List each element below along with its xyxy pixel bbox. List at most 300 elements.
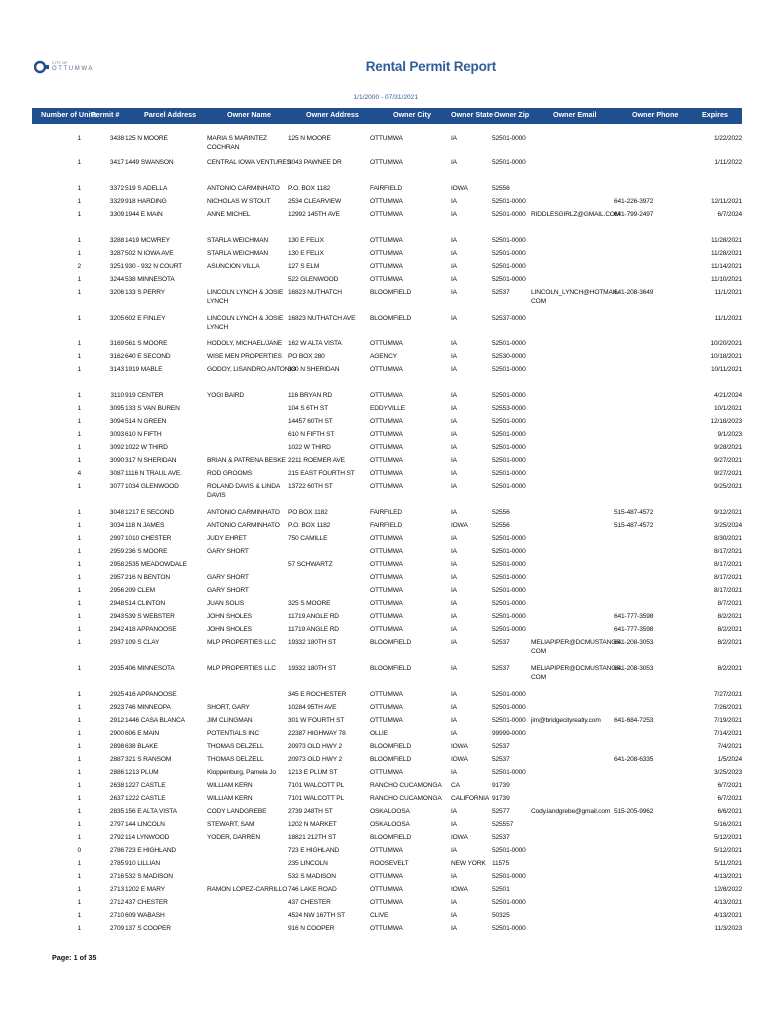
cell-owner-address: 723 E HIGHLAND xyxy=(288,847,340,854)
cell-parcel-address: 1919 MABLE xyxy=(125,366,163,373)
cell-owner-address: 3043 PAWNEE DR xyxy=(288,159,342,166)
cell-expires: 8/17/2021 xyxy=(714,548,742,555)
cell-expires: 10/1/2021 xyxy=(714,405,742,412)
cell-parcel-address: 918 HARDING xyxy=(125,198,167,205)
cell-parcel-address: 1022 W THIRD xyxy=(125,444,168,451)
cell-owner-address: 125 N MOORE xyxy=(288,135,331,142)
header-parcel: Parcel Address xyxy=(144,110,197,119)
cell-expires: 4/13/2021 xyxy=(714,899,742,906)
cell-units: 1 xyxy=(77,431,81,438)
cell-permit: 2785 xyxy=(109,860,124,867)
cell-owner-state: IA xyxy=(451,561,457,568)
cell-units: 1 xyxy=(77,821,81,828)
cell-owner-address: 116 BRYAN RD xyxy=(288,392,333,399)
cell-permit: 2797 xyxy=(109,821,124,828)
cell-parcel-address: 640 E SECOND xyxy=(125,353,171,360)
cell-expires: 8/17/2021 xyxy=(714,587,742,594)
cell-expires: 12/11/2021 xyxy=(710,198,742,205)
cell-owner-phone: 515-205-9962 xyxy=(614,808,654,815)
cell-permit: 3206 xyxy=(109,289,124,296)
cell-permit: 2712 xyxy=(109,899,124,906)
cell-permit: 3205 xyxy=(109,315,124,322)
cell-owner-address: 2739 248TH ST xyxy=(288,808,333,815)
cell-units: 1 xyxy=(77,250,81,257)
cell-owner-city: OTTUMWA xyxy=(370,198,403,205)
cell-owner-address: 522 GLENWOOD xyxy=(288,276,339,283)
cell-units: 1 xyxy=(77,886,81,893)
cell-owner-state: IOWA xyxy=(451,185,468,192)
cell-owner-zip: 52501-0000 xyxy=(492,457,526,464)
cell-permit: 3438 xyxy=(109,135,124,142)
cell-owner-state: IA xyxy=(451,574,457,581)
cell-owner-zip: 99999-0000 xyxy=(492,730,526,737)
cell-permit: 2710 xyxy=(109,912,124,919)
cell-parcel-address: 919 CENTER xyxy=(125,392,164,399)
cell-permit: 2835 xyxy=(109,808,124,815)
cell-owner-state: IA xyxy=(451,483,457,490)
cell-owner-state: IA xyxy=(451,873,457,880)
cell-owner-address: 57 SCHWARTZ xyxy=(288,561,333,568)
cell-units: 1 xyxy=(77,717,81,724)
cell-expires: 5/11/2021 xyxy=(714,860,742,867)
cell-owner-state: IOWA xyxy=(451,834,468,841)
cell-units: 1 xyxy=(77,782,81,789)
cell-units: 1 xyxy=(77,704,81,711)
header-owner: Owner Name xyxy=(227,110,271,119)
cell-owner-state: IA xyxy=(451,250,457,257)
cell-units: 1 xyxy=(77,405,81,412)
cell-units: 1 xyxy=(77,483,81,490)
cell-owner-name: THOMAS DELZELL xyxy=(207,743,264,750)
cell-expires: 4/21/2024 xyxy=(714,392,742,399)
cell-owner-address: 532 S MADISON xyxy=(288,873,336,880)
cell-units: 1 xyxy=(77,535,81,542)
cell-units: 1 xyxy=(77,340,81,347)
cell-owner-address: 7101 WALCOTT PL xyxy=(288,782,345,789)
cell-parcel-address: 602 E FINLEY xyxy=(125,315,166,322)
cell-owner-address: PO BOX 280 xyxy=(288,353,325,360)
cell-expires: 6/7/2021 xyxy=(717,782,742,789)
cell-owner-name: GARY SHORT xyxy=(207,587,249,594)
cell-expires: 8/2/2021 xyxy=(717,626,742,633)
cell-expires: 6/7/2024 xyxy=(717,211,742,218)
cell-expires: 11/3/2023 xyxy=(714,925,742,932)
cell-permit: 3034 xyxy=(109,522,124,529)
cell-owner-city: OTTUMWA xyxy=(370,717,403,724)
cell-owner-state: IA xyxy=(451,366,457,373)
cell-units: 1 xyxy=(77,600,81,607)
cell-permit: 3288 xyxy=(109,237,124,244)
header-units: Number of Units xyxy=(41,110,97,119)
cell-owner-state: IA xyxy=(451,444,457,451)
cell-parcel-address: 538 MINNESOTA xyxy=(125,276,175,283)
cell-owner-zip: 52537 xyxy=(492,639,510,646)
cell-permit: 3251 xyxy=(109,263,124,270)
cell-units: 2 xyxy=(77,263,81,270)
cell-permit: 2937 xyxy=(109,639,124,646)
cell-owner-address: 750 CAMILLE xyxy=(288,535,328,542)
cell-expires: 8/7/2021 xyxy=(717,600,742,607)
cell-owner-address: 345 E ROCHESTER xyxy=(288,691,347,698)
cell-owner-name: THOMAS DELZELL xyxy=(207,756,264,763)
cell-owner-zip: 52501-0000 xyxy=(492,276,526,283)
cell-owner-address: 13722 60TH ST xyxy=(288,483,333,490)
cell-owner-address: 330 N SHERIDAN xyxy=(288,366,340,373)
cell-owner-name: YODER, DARREN xyxy=(207,834,261,841)
cell-owner-zip: 52501-0000 xyxy=(492,392,526,399)
cell-owner-zip: 52501-0000 xyxy=(492,470,526,477)
cell-owner-name: WISE MEN PROPERTIES xyxy=(207,353,282,360)
cell-units: 1 xyxy=(77,626,81,633)
cell-parcel-address: 114 LYNWOOD xyxy=(125,834,170,841)
cell-owner-state: IA xyxy=(451,340,457,347)
cell-expires: 12/8/2022 xyxy=(714,886,742,893)
cell-owner-phone: 641-208-6335 xyxy=(614,756,654,763)
cell-parcel-address: 406 MINNESOTA xyxy=(125,665,175,672)
cell-owner-state: IA xyxy=(451,289,457,296)
cell-owner-city: OTTUMWA xyxy=(370,276,403,283)
cell-owner-city: OTTUMWA xyxy=(370,340,403,347)
cell-expires: 7/14/2021 xyxy=(714,730,742,737)
cell-expires: 9/28/2021 xyxy=(714,444,742,451)
cell-owner-zip: 52501-0000 xyxy=(492,587,526,594)
cell-owner-address: 16823 NUTHATCH AVE xyxy=(288,315,356,322)
cell-owner-city: OTTUMWA xyxy=(370,613,403,620)
cell-owner-city: OTTUMWA xyxy=(370,483,403,490)
cell-owner-city: OTTUMWA xyxy=(370,366,403,373)
cell-parcel-address: 746 MINNEOPA xyxy=(125,704,171,711)
cell-owner-city: OTTUMWA xyxy=(370,431,403,438)
header-address: Owner Address xyxy=(306,110,359,119)
cell-owner-name: MLP PROPERTIES LLC xyxy=(207,639,276,646)
cell-owner-address: 610 N FIFTH ST xyxy=(288,431,335,438)
cell-parcel-address: 137 S COOPER xyxy=(125,925,171,932)
header-zip: Owner Zip xyxy=(494,110,530,119)
cell-parcel-address: 539 S WEBSTER xyxy=(125,613,175,620)
cell-parcel-address: 1419 MCWREY xyxy=(125,237,170,244)
cell-units: 1 xyxy=(77,912,81,919)
cell-owner-address: P.O. BOX 1182 xyxy=(288,185,331,192)
cell-parcel-address: 514 CLINTON xyxy=(125,600,166,607)
cell-parcel-address: 561 S MOORE xyxy=(125,340,168,347)
page-footer: Page: 1 of 35 xyxy=(52,953,97,962)
cell-owner-city: OTTUMWA xyxy=(370,691,403,698)
cell-owner-city: OTTUMWA xyxy=(370,470,403,477)
cell-permit: 3077 xyxy=(109,483,124,490)
cell-permit: 2713 xyxy=(109,886,124,893)
cell-permit: 3287 xyxy=(109,250,124,257)
cell-owner-state: IA xyxy=(451,600,457,607)
cell-owner-zip: 52501-0000 xyxy=(492,237,526,244)
cell-owner-name: YOGI BAIRD xyxy=(207,392,244,399)
cell-owner-city: FAIRFIELD xyxy=(370,185,402,192)
cell-owner-city: FAIRFILED xyxy=(370,509,402,516)
cell-owner-address: 746 LAKE ROAD xyxy=(288,886,337,893)
cell-owner-address: 301 W FOURTH ST xyxy=(288,717,345,724)
header-state: Owner State xyxy=(451,110,493,119)
cell-owner-zip: 52530-0000 xyxy=(492,353,526,360)
cell-owner-name: ANTONIO CARMINHATO xyxy=(207,509,280,516)
cell-owner-zip: 52501-0000 xyxy=(492,613,526,620)
cell-expires: 10/11/2021 xyxy=(710,366,742,373)
cell-owner-city: OTTUMWA xyxy=(370,237,403,244)
cell-owner-zip: 52501-0000 xyxy=(492,444,526,451)
cell-owner-address: 20973 OLD HWY 2 xyxy=(288,756,343,763)
cell-owner-zip: 52501-0000 xyxy=(492,548,526,555)
cell-owner-phone: 641-799-2497 xyxy=(614,211,654,218)
cell-owner-zip: 52501-0000 xyxy=(492,561,526,568)
cell-owner-state: IA xyxy=(451,418,457,425)
cell-owner-state: IA xyxy=(451,899,457,906)
cell-owner-address: 19332 180TH ST xyxy=(288,639,337,646)
cell-parcel-address: 133 S VAN BUREN xyxy=(125,405,180,412)
cell-expires: 8/2/2021 xyxy=(717,613,742,620)
cell-owner-city: BLOOMFIELD xyxy=(370,834,412,841)
cell-owner-email: MELIAPIPER@DCMUSTANGS. xyxy=(531,639,623,646)
cell-owner-zip: 52501-0000 xyxy=(492,159,526,166)
cell-permit: 3093 xyxy=(109,431,124,438)
cell-owner-zip: 52501-0000 xyxy=(492,704,526,711)
cell-owner-phone: 641-208-3053 xyxy=(614,665,654,672)
cell-owner-phone: 641-777-3598 xyxy=(614,613,654,620)
cell-owner-zip: 52537-0000 xyxy=(492,315,526,322)
city-logo xyxy=(34,60,104,78)
cell-owner-state: IA xyxy=(451,613,457,620)
cell-expires: 12/18/2023 xyxy=(710,418,742,425)
header-permit: Permit # xyxy=(91,110,120,119)
cell-owner-state: IA xyxy=(451,353,457,360)
cell-units: 1 xyxy=(77,730,81,737)
cell-owner-zip: 52501-0000 xyxy=(492,847,526,854)
cell-owner-name-cont: LYNCH xyxy=(207,298,229,305)
cell-expires: 8/2/2021 xyxy=(717,665,742,672)
cell-permit: 3087 xyxy=(109,470,124,477)
cell-owner-name: LINCOLN LYNCH & JOSIE xyxy=(207,315,284,322)
cell-owner-address: 2211 ROEMER AVE xyxy=(288,457,345,464)
cell-permit: 2898 xyxy=(109,743,124,750)
cell-owner-address: 14457 60TH ST xyxy=(288,418,333,425)
cell-owner-city: ROOSEVELT xyxy=(370,860,409,867)
cell-owner-city: OTTUMWA xyxy=(370,873,403,880)
cell-owner-city: BLOOMFIELD xyxy=(370,756,412,763)
cell-owner-state: IA xyxy=(451,912,457,919)
cell-owner-zip: 52501-0000 xyxy=(492,418,526,425)
cell-owner-address: 1202 N MARKET xyxy=(288,821,337,828)
cell-owner-city: RANCHO CUCAMONGA xyxy=(370,795,442,802)
cell-owner-name: POTENTIALS INC xyxy=(207,730,260,737)
cell-parcel-address: 910 LILLIAN xyxy=(125,860,161,867)
cell-owner-zip: 52537 xyxy=(492,756,510,763)
cell-units: 1 xyxy=(77,795,81,802)
cell-units: 1 xyxy=(77,444,81,451)
cell-owner-address: 11719 ANGLE RD xyxy=(288,613,339,620)
cell-units: 1 xyxy=(77,366,81,373)
cell-permit: 2925 xyxy=(109,691,124,698)
cell-permit: 2637 xyxy=(109,795,124,802)
cell-permit: 3094 xyxy=(109,418,124,425)
cell-units: 1 xyxy=(77,587,81,594)
cell-units: 1 xyxy=(77,860,81,867)
cell-expires: 8/17/2021 xyxy=(714,574,742,581)
cell-owner-city: OTTUMWA xyxy=(370,769,403,776)
cell-parcel-address: 723 E HIGHLAND xyxy=(125,847,177,854)
cell-parcel-address: 502 N IOWA AVE xyxy=(125,250,174,257)
cell-owner-city: OTTUMWA xyxy=(370,211,403,218)
cell-owner-city: OTTUMWA xyxy=(370,847,403,854)
cell-owner-name: GARY SHORT xyxy=(207,548,249,555)
cell-permit: 3169 xyxy=(109,340,124,347)
cell-owner-city: OTTUMWA xyxy=(370,574,403,581)
cell-owner-city: OTTUMWA xyxy=(370,704,403,711)
cell-permit: 3372 xyxy=(109,185,124,192)
cell-owner-state: IA xyxy=(451,587,457,594)
cell-owner-city: OTTUMWA xyxy=(370,899,403,906)
cell-parcel-address: 118 N JAMES xyxy=(125,522,165,529)
logo-small-text: CITY OF xyxy=(52,61,68,65)
cell-owner-state: IA xyxy=(451,769,457,776)
cell-units: 1 xyxy=(77,211,81,218)
cell-owner-zip: 52577 xyxy=(492,808,510,815)
cell-units: 1 xyxy=(77,509,81,516)
cell-expires: 1/11/2022 xyxy=(714,159,742,166)
cell-owner-zip: 52501-0000 xyxy=(492,899,526,906)
cell-owner-city: RANCHO CUCAMONGA xyxy=(370,782,442,789)
cell-permit: 2959 xyxy=(109,548,124,555)
cell-owner-address: 104 S 6TH ST xyxy=(288,405,328,412)
cell-expires: 4/13/2021 xyxy=(714,912,742,919)
cell-owner-city: OTTUMWA xyxy=(370,135,403,142)
cell-permit: 3048 xyxy=(109,509,124,516)
cell-owner-name: ANTONIO CARMINHATO xyxy=(207,522,280,529)
cell-permit: 2786 xyxy=(109,847,124,854)
cell-parcel-address: 1116 N TRAUL AVE. xyxy=(125,470,182,477)
cell-owner-state: NEW YORK xyxy=(451,860,486,867)
cell-owner-city: OTTUMWA xyxy=(370,418,403,425)
cell-owner-zip: 52501-0000 xyxy=(492,431,526,438)
cell-expires: 8/30/2021 xyxy=(714,535,742,542)
cell-expires: 9/12/2021 xyxy=(714,509,742,516)
cell-units: 1 xyxy=(77,237,81,244)
cell-owner-state: IA xyxy=(451,431,457,438)
cell-permit: 2638 xyxy=(109,782,124,789)
cell-units: 1 xyxy=(77,574,81,581)
cell-owner-city: BLOOMFIELD xyxy=(370,289,412,296)
cell-expires: 8/17/2021 xyxy=(714,561,742,568)
cell-owner-state: IA xyxy=(451,135,457,142)
cell-expires: 9/25/2021 xyxy=(714,483,742,490)
cell-expires: 11/1/2021 xyxy=(714,315,742,322)
cell-parcel-address: 133 S PERRY xyxy=(125,289,166,296)
cell-units: 1 xyxy=(77,289,81,296)
cell-expires: 9/27/2021 xyxy=(714,457,742,464)
cell-owner-state: IA xyxy=(451,509,457,516)
cell-permit: 2912 xyxy=(109,717,124,724)
cell-permit: 2943 xyxy=(109,613,124,620)
cell-owner-address: 22387 HIGHWAY 78 xyxy=(288,730,346,737)
cell-owner-city: OLLIE xyxy=(370,730,388,737)
cell-permit: 3417 xyxy=(109,159,124,166)
cell-owner-address: 130 E FELIX xyxy=(288,250,324,257)
cell-owner-zip: 52553-0000 xyxy=(492,405,526,412)
cell-owner-city: OSKALOOSA xyxy=(370,821,410,828)
cell-owner-phone: 641-684-7253 xyxy=(614,717,654,724)
cell-owner-city: BLOOMFIELD xyxy=(370,743,412,750)
cell-owner-zip: 52501-0000 xyxy=(492,600,526,607)
cell-owner-state: IA xyxy=(451,198,457,205)
cell-owner-name: CODY LANDGREBE xyxy=(207,808,267,815)
cell-owner-address: 11719 ANGLE RD xyxy=(288,626,339,633)
cell-permit: 3143 xyxy=(109,366,124,373)
cell-owner-address: 162 W ALTA VISTA xyxy=(288,340,342,347)
cell-permit: 3329 xyxy=(109,198,124,205)
cell-owner-city: OTTUMWA xyxy=(370,561,403,568)
cell-owner-zip: 52501-0000 xyxy=(492,574,526,581)
cell-units: 1 xyxy=(77,276,81,283)
cell-permit: 2957 xyxy=(109,574,124,581)
cell-owner-state: IA xyxy=(451,704,457,711)
cell-owner-name: WILLIAM KERN xyxy=(207,795,253,802)
cell-owner-name: STARLA WEICHMAN xyxy=(207,237,269,244)
cell-owner-address: 7101 WALCOTT PL xyxy=(288,795,345,802)
cell-owner-zip: 52556 xyxy=(492,185,510,192)
cell-owner-zip: 52501-0000 xyxy=(492,769,526,776)
cell-owner-state: IA xyxy=(451,626,457,633)
cell-owner-address: 325 S MOORE xyxy=(288,600,331,607)
cell-owner-zip: 52537 xyxy=(492,834,510,841)
cell-owner-state: IA xyxy=(451,925,457,932)
cell-units: 1 xyxy=(77,159,81,166)
cell-owner-address: 1213 E PLUM ST xyxy=(288,769,338,776)
cell-owner-city: OTTUMWA xyxy=(370,587,403,594)
cell-permit: 2716 xyxy=(109,873,124,880)
cell-owner-name-cont: COCHRAN xyxy=(207,144,240,151)
cell-permit: 2956 xyxy=(109,587,124,594)
cell-owner-city: BLOOMFIELD xyxy=(370,639,412,646)
cell-permit: 3244 xyxy=(109,276,124,283)
cell-units: 1 xyxy=(77,457,81,464)
cell-owner-city: CLIVE xyxy=(370,912,389,919)
cell-owner-zip: 52501-0000 xyxy=(492,483,526,490)
cell-owner-address: 127 S ELM xyxy=(288,263,320,270)
cell-owner-zip: 11575 xyxy=(492,860,510,867)
cell-permit: 2942 xyxy=(109,626,124,633)
cell-units: 1 xyxy=(77,899,81,906)
cell-owner-phone: 641-208-3649 xyxy=(614,289,654,296)
cell-owner-phone: 641-226-3972 xyxy=(614,198,654,205)
cell-owner-state: IA xyxy=(451,665,457,672)
cell-parcel-address: 209 CLEM xyxy=(125,587,155,594)
cell-owner-zip: 52501 xyxy=(492,886,510,893)
cell-expires: 9/1/2023 xyxy=(717,431,742,438)
cell-owner-name: BRIAN & PATRENA BESKE xyxy=(207,457,286,464)
cell-owner-state: IOWA xyxy=(451,522,468,529)
cell-owner-state: IA xyxy=(451,470,457,477)
cell-permit: 2923 xyxy=(109,704,124,711)
cell-parcel-address: 1944 E MAIN xyxy=(125,211,163,218)
cell-parcel-address: 317 N SHERIDAN xyxy=(125,457,177,464)
cell-owner-name: WILLIAM KERN xyxy=(207,782,253,789)
cell-owner-address: 215 EAST FOURTH ST xyxy=(288,470,355,477)
cell-owner-name: ROLAND DAVIS & LINDA xyxy=(207,483,281,490)
cell-parcel-address: 930 - 932 N COURT xyxy=(125,263,183,270)
cell-expires: 7/19/2021 xyxy=(714,717,742,724)
cell-owner-state: IA xyxy=(451,639,457,646)
cell-owner-email-cont: COM xyxy=(531,674,546,681)
cell-permit: 3092 xyxy=(109,444,124,451)
cell-owner-zip: 52501-0000 xyxy=(492,263,526,270)
cell-owner-zip: 52501-0000 xyxy=(492,340,526,347)
cell-parcel-address: 1213 PLUM xyxy=(125,769,159,776)
